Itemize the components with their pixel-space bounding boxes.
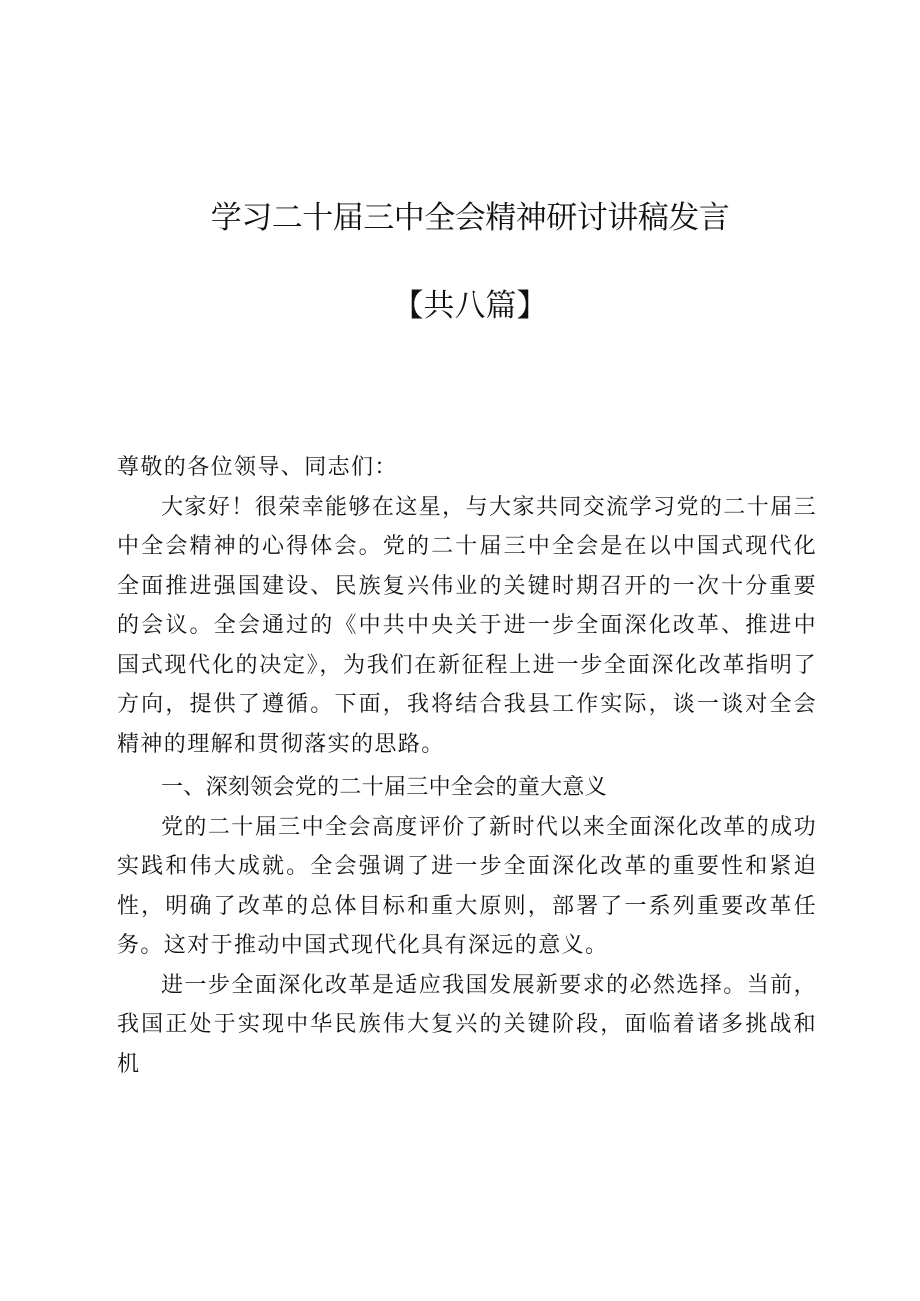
- salutation: 尊敬的各位领导、同志们：: [117, 455, 398, 480]
- section-paragraph-2: 进一步全面深化改革是适应我国发展新要求的必然选择。当前，我国正处于实现中华民族伟大复兴的关键阶段，面临着诸多挑战和机: [117, 972, 817, 1077]
- document-title: 学习二十届三中全会精神研讨讲稿发言: [210, 200, 730, 236]
- opening-paragraph: 大家好！很荣幸能够在这星，与大家共同交流学习党的二十届三中全会精神的心得体会。党的二十届三中全会是在以中国式现代化全面推进强国建设、民族复兴伟业的关键时期召开的一次十分重要的会议。全会通过的《中共中央关于进一步全面深化改革、推进中国式现代化的决定》，为我们在新征程上进一步全面深化改革指明了方向，提供了遵循。下面，我将结合我县工作实际，谈一谈对全会精神的理解和贯彻落实的思路。: [117, 494, 817, 757]
- document-body: [117, 448, 817, 1084]
- document-subtitle: 【共八篇】: [392, 288, 548, 324]
- section-heading: 一、深刻领会党的二十届三中全会的童大意义: [161, 775, 608, 800]
- section-paragraph-1: 党的二十届三中全会高度评价了新时代以来全面深化改革的成功实践和伟大成就。全会强调了进一步全面深化改革的重要性和紧迫性，明确了改革的总体目标和重大原则，部署了一系列重要改革任务。这对于推动中国式现代化具有深远的意义。: [117, 814, 817, 958]
